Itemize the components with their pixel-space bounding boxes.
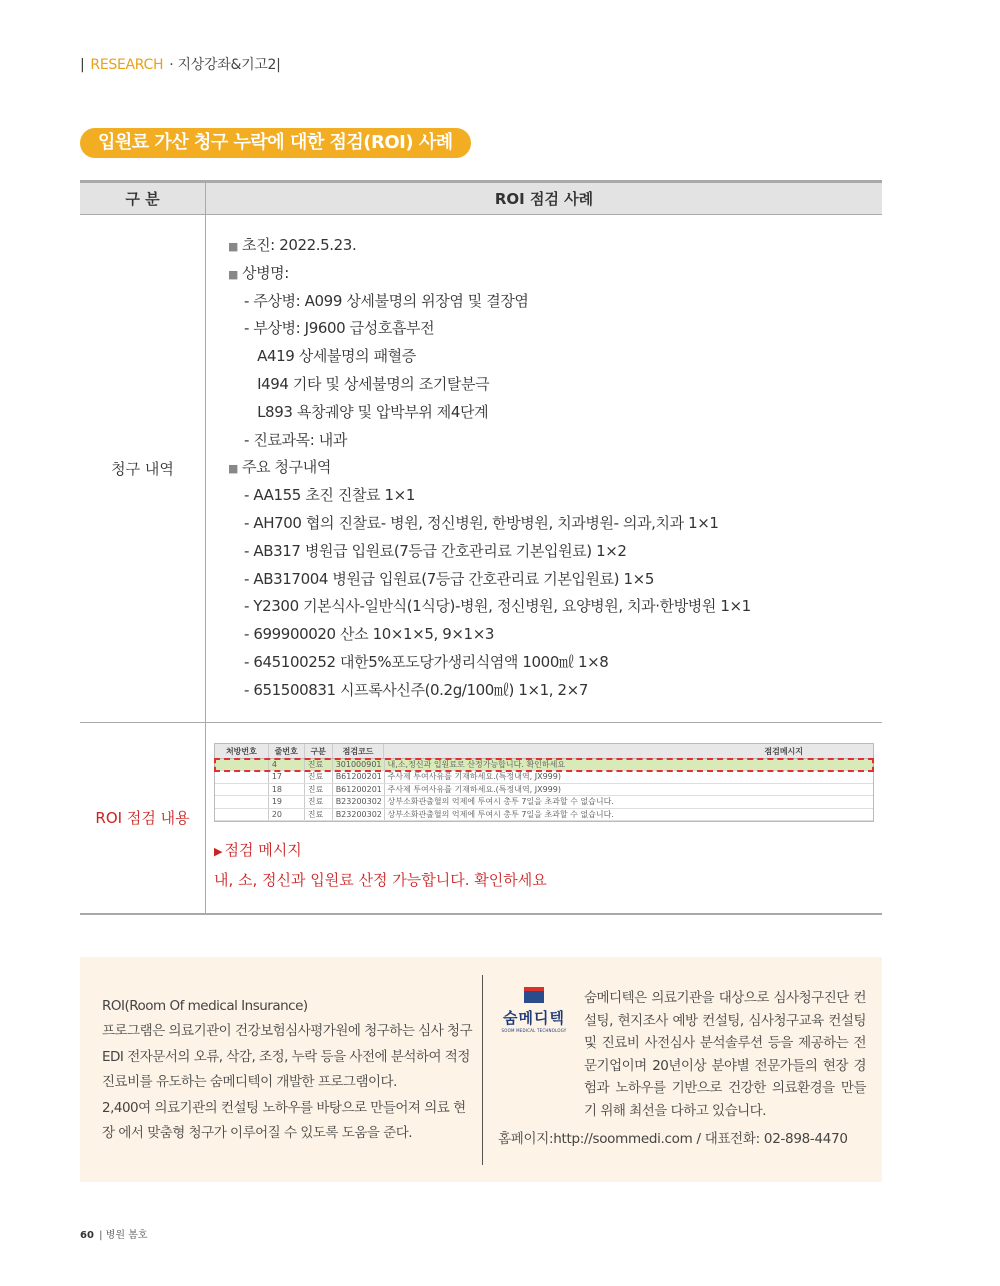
page-number: 60 <box>80 1230 94 1241</box>
claim-detail-line <box>214 538 882 566</box>
message-text: 내, 소, 정신과 입원료 산정 가능합니다. 확인하세요 <box>214 871 547 890</box>
screenshot-cell: 상부소화관출혈의 억제에 투여시 총투 7일을 초과할 수 없습니다. <box>387 809 614 819</box>
logo-mark-icon <box>524 987 544 1003</box>
claim-detail-line <box>214 593 882 621</box>
header-divider: | <box>80 57 85 73</box>
roi-check-row <box>80 722 882 914</box>
claim-detail-line <box>214 260 882 288</box>
claim-detail-line <box>214 427 882 455</box>
roi-description-line: 프로그램은 의료기관이 건강보험심사평가원에 청구하는 심사 청구 <box>102 1023 473 1040</box>
company-description: 숨메디텍은 의료기관을 대상으로 심사청구진단 컨설팅, 현지조사 예방 컨설팅, 심사청구교육 컨설팅 및 진료비 사전심사 분석솔루션 등을 제공하는 전문기업이며 20년이상 분야별 전문가들의 현장 경험과 노하우를 기반으로 건강한 의료환경을 만들기 위해 최선을 다하고 있습니다. <box>584 990 866 1119</box>
screenshot-cell: 진료 <box>305 809 333 821</box>
claim-detail-text: - 주상병: A099 상세불명의 위장염 및 결장염 <box>244 291 529 310</box>
roi-description-line: ROI(Room Of medical Insurance) <box>102 998 308 1014</box>
check-result-screenshot <box>214 743 874 823</box>
screenshot-cell: 20 <box>269 809 305 821</box>
square-bullet-icon: ■ <box>228 462 238 476</box>
screenshot-row <box>215 809 873 822</box>
screenshot-cell <box>215 809 269 821</box>
claim-detail-text: L893 욕창궤양 및 압박부위 제4단계 <box>244 402 489 421</box>
roi-case-table <box>80 180 882 915</box>
claim-detail-text: 주요 청구내역 <box>242 458 331 477</box>
claim-detail-line <box>214 288 882 316</box>
screenshot-cell: 내,소,정신과 입원료로 산정가능합니다. 확인하세요 <box>387 759 566 769</box>
claim-detail-lines <box>214 232 882 705</box>
running-header <box>80 54 281 74</box>
screenshot-cell: 진료 <box>305 796 333 808</box>
claim-detail-line <box>214 232 882 260</box>
screenshot-cell: B61200201 <box>333 771 385 783</box>
screenshot-cell: B61200201 <box>333 784 385 796</box>
screenshot-cell: 18 <box>269 784 305 796</box>
claim-detail-line <box>214 371 882 399</box>
screenshot-cell: 주사제 투여사유를 기재하세요.(특정내역, JX999) <box>387 784 561 794</box>
row-label-roi-check: ROI 점검 내용 <box>80 722 206 914</box>
claim-detail-text: - 699900020 산소 10×1×5, 9×1×3 <box>244 625 495 644</box>
section-title: 입원료 가산 청구 누락에 대한 점검(ROI) 사례 <box>80 128 471 158</box>
header-section: RESEARCH <box>90 57 164 73</box>
claim-detail-line <box>214 649 882 677</box>
claim-details <box>206 215 883 723</box>
claim-detail-text: - 부상병: J9600 급성호흡부전 <box>244 319 435 338</box>
col-header-category: 구 분 <box>80 182 206 215</box>
square-bullet-icon: ■ <box>228 240 238 253</box>
claim-detail-text: I494 기타 및 상세불명의 조기탈분극 <box>244 374 490 393</box>
screenshot-header-cell: 처방번호 <box>215 744 269 758</box>
screenshot-cell <box>215 784 269 796</box>
claim-detail-text: A419 상세불명의 패혈증 <box>244 347 416 366</box>
screenshot-cell: B23200302 <box>333 809 385 821</box>
claim-detail-line <box>214 482 882 510</box>
claim-detail-text: - 진료과목: 내과 <box>244 430 347 449</box>
claim-detail-line <box>214 315 882 343</box>
screenshot-header-cell: 점검코드 <box>333 744 385 758</box>
claim-detail-text: - 645100252 대한5%포도당가생리식염액 1000㎖ 1×8 <box>244 652 609 671</box>
col-header-roi-case: ROI 점검 사례 <box>206 182 883 215</box>
logo-subtitle: SOOM MEDICAL TECHNOLOGY <box>501 1028 567 1033</box>
info-box <box>80 957 882 1182</box>
screenshot-cell <box>215 759 269 771</box>
claim-detail-line <box>214 677 882 705</box>
header-subsection: · 지상강좌&기고2| <box>169 57 281 73</box>
claim-detail-line <box>214 510 882 538</box>
claim-detail-line <box>214 566 882 594</box>
footer-separator: | <box>99 1230 103 1241</box>
message-heading <box>214 836 874 866</box>
screenshot-cell: 301000901 <box>333 759 385 771</box>
screenshot-cell <box>215 796 269 808</box>
screenshot-cell: 주사제 투여사유를 기재하세요.(특정내역, JX999) <box>387 772 561 782</box>
screenshot-header-cell: 구분 <box>305 744 333 758</box>
screenshot-header-cell: 점검메시지 <box>764 746 803 756</box>
roi-description-line: 진료비를 유도하는 숨메디텍이 개발한 프로그램이다. <box>102 1074 397 1091</box>
claim-detail-line <box>214 621 882 649</box>
screenshot-cell <box>215 771 269 783</box>
screenshot-row-highlighted <box>215 759 873 772</box>
screenshot-body <box>215 759 873 822</box>
company-logo <box>498 987 570 1033</box>
company-contact: 홈페이지:http://soommedi.com / 대표전화: 02-898-4470 <box>498 1131 848 1147</box>
screenshot-cell: B23200302 <box>333 796 385 808</box>
publication-name: 병원 봄호 <box>105 1230 148 1241</box>
screenshot-cell: 진료 <box>305 771 333 783</box>
claim-detail-line <box>214 343 882 371</box>
screenshot-header-cell: 줄번호 <box>269 744 305 758</box>
screenshot-row <box>215 771 873 784</box>
claim-detail-text: 초진: 2022.5.23. <box>242 236 357 254</box>
page-footer <box>80 1226 148 1241</box>
screenshot-row <box>215 796 873 809</box>
claim-detail-text: - AB317004 병원급 입원료(7등급 간호관리료 기본입원료) 1×5 <box>244 569 654 588</box>
roi-description-line: 2,400여 의료기관의 컨설팅 노하우를 바탕으로 만들어져 의료 현 <box>102 1099 466 1116</box>
claim-detail-text: - 651500831 시프록사신주(0.2g/100㎖) 1×1, 2×7 <box>244 680 588 699</box>
info-divider <box>482 975 483 1165</box>
claim-details-row <box>80 215 882 723</box>
screenshot-row <box>215 784 873 797</box>
screenshot-cell: 상부소화관출혈의 억제에 투여시 총투 7일을 초과할 수 없습니다. <box>387 797 614 807</box>
roi-check-content <box>206 722 883 914</box>
screenshot-cell: 17 <box>269 771 305 783</box>
row-label-claim: 청구 내역 <box>80 215 206 723</box>
screenshot-cell: 진료 <box>305 784 333 796</box>
roi-description-line: EDI 전자문서의 오류, 삭감, 조정, 누락 등을 사전에 분석하여 적정 <box>102 1048 470 1065</box>
claim-detail-text: - AA155 초진 진찰료 1×1 <box>244 486 415 505</box>
claim-detail-line <box>214 399 882 427</box>
claim-detail-line <box>214 454 882 482</box>
claim-detail-text: 상병명: <box>242 263 289 282</box>
triangle-icon: ▶ <box>214 845 223 859</box>
screenshot-cell: 19 <box>269 796 305 808</box>
claim-detail-text: - AH700 협의 진찰료- 병원, 정신병원, 한방병원, 치과병원- 의과,치과 1×1 <box>244 513 719 532</box>
roi-description <box>102 994 473 1146</box>
roi-description-line: 장 에서 맞춤형 청구가 이루어질 수 있도록 도움을 준다. <box>102 1125 413 1142</box>
logo-name: 숨메디텍 <box>503 1009 565 1027</box>
screenshot-cell: 4 <box>269 759 305 771</box>
claim-detail-text: - AB317 병원급 입원료(7등급 간호관리료 기본입원료) 1×2 <box>244 541 627 560</box>
message-heading-text: 점검 메시지 <box>224 841 302 860</box>
claim-detail-text: - Y2300 기본식사-일반식(1식당)-병원, 정신병원, 요양병원, 치과·한방병원 1×1 <box>244 597 751 616</box>
screenshot-cell: 진료 <box>305 759 333 771</box>
screenshot-header-row <box>215 744 873 759</box>
square-bullet-icon: ■ <box>228 267 238 281</box>
